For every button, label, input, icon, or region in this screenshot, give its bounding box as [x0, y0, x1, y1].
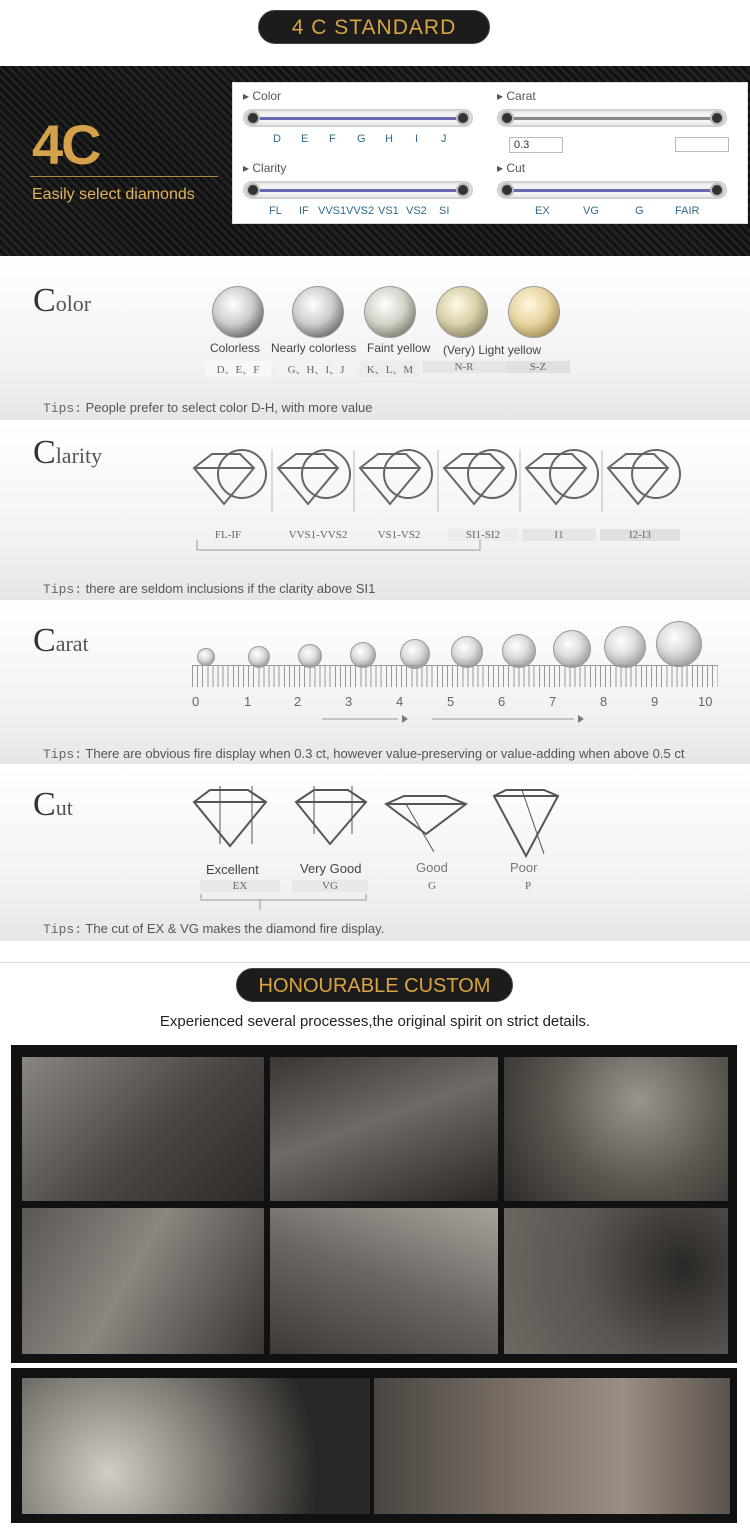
clarity-grade: FL-IF	[214, 529, 242, 541]
photo-tool-work	[22, 1208, 264, 1354]
section-header-4c: 4 C STANDARD	[258, 10, 490, 44]
color-label-item: (Very) Light yellow	[443, 343, 542, 357]
carat-tips: Tips: There are obvious fire display when 0.3 ct, however value-preserving or value-adding when above 0.5 ct	[43, 746, 685, 762]
ruler-number: 3	[345, 694, 353, 709]
banner-title: 4C	[32, 113, 100, 176]
ruler-number: 1	[244, 694, 252, 709]
slider-handle[interactable]	[456, 183, 470, 197]
carat-gem	[451, 636, 483, 668]
carat-label: ▸ Carat	[497, 89, 536, 103]
clarity-grade: SI1-SI2	[448, 529, 518, 541]
selector-panel	[232, 82, 748, 224]
tick: J	[441, 133, 447, 145]
carat-gem	[656, 621, 702, 667]
tick: SI	[439, 205, 450, 217]
cut-good	[386, 796, 466, 852]
banner-subtitle: Easily select diamonds	[32, 186, 195, 203]
ruler-number: 10	[698, 694, 713, 709]
photo-craftsman-inspection	[374, 1378, 730, 1514]
cut-grade: VG	[292, 880, 368, 892]
clarity-grade: I1	[522, 529, 596, 541]
tick: D	[273, 133, 281, 145]
slider-handle[interactable]	[246, 183, 260, 197]
ruler-number: 0	[192, 694, 200, 709]
cut-label-item: Good	[416, 860, 448, 875]
tick: G	[635, 205, 644, 217]
color-label-item: Faint yellow	[367, 341, 431, 355]
clarity-grade: VS1-VS2	[377, 529, 421, 541]
section-header-custom: HONOURABLE CUSTOM	[236, 968, 513, 1002]
carat-slider[interactable]	[497, 109, 727, 127]
diamond-faint-yellow	[364, 286, 416, 338]
photo-polishing	[504, 1208, 728, 1354]
slider-handle[interactable]	[456, 111, 470, 125]
cut-label-item: Very Good	[300, 861, 362, 876]
ruler-number: 5	[447, 694, 455, 709]
divider	[0, 962, 750, 963]
carat-title: Carat	[33, 622, 89, 659]
slider-handle[interactable]	[500, 111, 514, 125]
tick: VS2	[406, 205, 427, 217]
ruler-number: 6	[498, 694, 506, 709]
color-title: Color	[33, 282, 92, 319]
carat-max-input[interactable]	[675, 137, 729, 152]
cut-bracket	[200, 894, 370, 912]
photo-soldering	[270, 1057, 498, 1201]
cut-slider[interactable]	[497, 181, 727, 199]
color-grade: N-R	[422, 361, 506, 373]
cut-label-item: Poor	[510, 860, 538, 875]
clarity-slider[interactable]	[243, 181, 473, 199]
slider-handle[interactable]	[710, 183, 724, 197]
tick: VS1	[378, 205, 399, 217]
ruler-number: 4	[396, 694, 404, 709]
tick: I	[415, 133, 419, 145]
ruler-number: 9	[651, 694, 659, 709]
carat-gem	[502, 634, 536, 668]
photo-polishing-wheel	[22, 1378, 370, 1514]
clarity-diagram-si	[444, 450, 516, 504]
clarity-diagram-fl-if	[194, 450, 266, 504]
color-grade: S-Z	[506, 361, 570, 373]
clarity-title: Clarity	[33, 434, 103, 471]
cut-grade: G	[428, 880, 436, 892]
color-section	[0, 258, 750, 420]
color-grade: K、L、M	[360, 361, 420, 377]
cut-diagrams	[190, 784, 570, 858]
clarity-grade: I2-I3	[600, 529, 680, 541]
diamond-colorless	[212, 286, 264, 338]
photo-prong-setting	[504, 1057, 728, 1201]
tick: G	[357, 133, 366, 145]
carat-min-input[interactable]: 0.3	[509, 137, 563, 153]
tick: EX	[535, 205, 550, 217]
diamond-very-light-yellow	[436, 286, 488, 338]
custom-subtitle: Experienced several processes,the original spirit on strict details.	[159, 1013, 591, 1030]
color-slider[interactable]	[243, 109, 473, 127]
color-grade: G、H、I、J	[276, 361, 356, 377]
color-grade: D、E、F	[205, 361, 271, 377]
slider-handle[interactable]	[710, 111, 724, 125]
carat-gem	[553, 630, 591, 668]
clarity-diagram-vs	[360, 450, 432, 504]
ruler-number: 2	[294, 694, 302, 709]
color-label: ▸ Color	[243, 89, 282, 103]
clarity-bracket	[196, 540, 486, 554]
tick: IF	[299, 205, 309, 217]
color-tips: Tips: People prefer to select color D-H, with more value	[43, 400, 373, 416]
divider	[30, 176, 218, 177]
tick: FAIR	[675, 205, 700, 217]
tick: E	[301, 133, 309, 145]
clarity-grade: VVS1-VVS2	[288, 529, 348, 541]
slider-handle[interactable]	[500, 183, 514, 197]
cut-very-good	[296, 786, 366, 844]
clarity-tips: Tips: there are seldom inclusions if the clarity above SI1	[43, 581, 376, 597]
diamond-light-yellow	[508, 286, 560, 338]
clarity-label: ▸ Clarity	[243, 161, 287, 175]
cut-tips: Tips: The cut of EX & VG makes the diamond fire display.	[43, 921, 385, 937]
clarity-diagram-vvs	[278, 450, 350, 504]
diamond-nearly-colorless	[292, 286, 344, 338]
color-label-item: Nearly colorless	[271, 341, 357, 355]
ruler-number: 8	[600, 694, 608, 709]
clarity-diagram-i2-i3	[608, 450, 680, 504]
cut-title: Cut	[33, 786, 73, 823]
tick: FL	[269, 205, 282, 217]
cut-label-item: Excellent	[206, 862, 259, 877]
cut-grade: EX	[200, 880, 280, 892]
cut-poor	[494, 790, 558, 856]
slider-handle[interactable]	[246, 111, 260, 125]
cut-grade: P	[524, 880, 532, 892]
carat-range-arrows	[320, 712, 590, 726]
cut-excellent	[194, 786, 266, 846]
tick: F	[329, 133, 336, 145]
color-label-item: Colorless	[210, 341, 261, 355]
tick: VVS2	[346, 205, 375, 217]
clarity-diagram-i1	[526, 450, 598, 504]
photo-filing-ring	[22, 1057, 264, 1201]
tick: H	[385, 133, 393, 145]
tick: VVS1	[318, 205, 347, 217]
photo-stone-setting	[270, 1208, 498, 1354]
cut-label: ▸ Cut	[497, 161, 526, 175]
carat-gem	[604, 626, 646, 668]
tick: VG	[583, 205, 599, 217]
ruler-number: 7	[549, 694, 557, 709]
carat-gem	[197, 648, 215, 666]
carat-ruler	[192, 665, 718, 687]
clarity-diagrams	[190, 446, 690, 516]
